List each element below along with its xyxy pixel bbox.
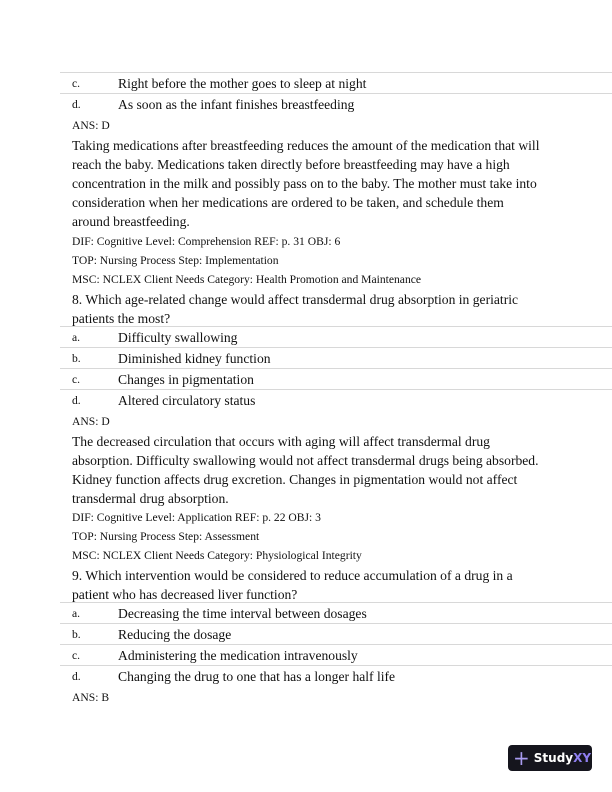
question-number: 9.: [72, 568, 83, 583]
logo-accent-text: XY: [573, 751, 592, 765]
msc: MSC: NCLEX Client Needs Category: Health Promotion and Maintenance: [72, 273, 422, 286]
answer: ANS: D: [72, 119, 110, 132]
option-row: [60, 602, 612, 624]
option-letter: a.: [72, 331, 81, 344]
logo-text: Study: [533, 751, 574, 765]
option-letter: b.: [72, 628, 81, 641]
stem-line: Which age-related change would affect transdermal drug absorption in geriatric: [85, 292, 519, 307]
option-text: Changing the drug to one that has a longer half life: [118, 669, 396, 684]
option-letter: d.: [72, 394, 81, 407]
rationale-line: reach the baby. Medications taken directly before breastfeeding may have a high: [72, 157, 510, 172]
option-letter: a.: [72, 607, 81, 620]
option-row: [60, 665, 612, 687]
option-row: [60, 347, 612, 369]
option-text: Reducing the dosage: [118, 627, 232, 642]
option-letter: b.: [72, 352, 81, 365]
option-text: Diminished kidney function: [118, 351, 271, 366]
difficulty: DIF: Cognitive Level: Application REF: p. 22 OBJ: 3: [72, 511, 321, 524]
rationale-line: around breastfeeding.: [72, 214, 190, 229]
rationale-line: Taking medications after breastfeeding reduces the amount of the medication that will: [72, 138, 540, 153]
answer: ANS: B: [72, 691, 110, 704]
option-letter: d.: [72, 670, 81, 683]
option-text: Changes in pigmentation: [118, 372, 254, 387]
option-text: Altered circulatory status: [118, 393, 256, 408]
difficulty: DIF: Cognitive Level: Comprehension REF: p. 31 OBJ: 6: [72, 235, 341, 248]
topic: TOP: Nursing Process Step: Assessment: [72, 530, 260, 543]
rationale-line: The decreased circulation that occurs with aging will affect transdermal drug: [72, 434, 490, 449]
option-text: Decreasing the time interval between dosages: [118, 606, 367, 621]
option-text: Difficulty swallowing: [118, 330, 238, 345]
answer: ANS: D: [72, 415, 110, 428]
option-row: [60, 644, 612, 666]
question-stem: [72, 566, 513, 585]
rationale-line: Kidney function affects drug excretion. Changes in pigmentation would not affect: [72, 472, 518, 487]
rationale-line: absorption. Difficulty swallowing would not affect transdermal drugs being absorbed.: [72, 453, 539, 468]
option-letter: d.: [72, 98, 81, 111]
rationale-line: concentration in the milk and possibly pass on to the baby. The mother must take into: [72, 176, 537, 191]
option-letter: c.: [72, 373, 81, 386]
stem-line: Which intervention would be considered to reduce accumulation of a drug in a: [85, 568, 513, 583]
option-row: [60, 93, 612, 115]
option-text: As soon as the infant finishes breastfeeding: [118, 97, 355, 112]
option-letter: c.: [72, 77, 81, 90]
plus-icon: +: [513, 746, 530, 770]
rationale-line: transdermal drug absorption.: [72, 491, 229, 506]
option-row: [60, 368, 612, 390]
stem-line: patient who has decreased liver function?: [72, 587, 298, 602]
studyxy-logo[interactable]: [508, 745, 592, 771]
question-number: 8.: [72, 292, 83, 307]
option-row: [60, 623, 612, 645]
topic: TOP: Nursing Process Step: Implementation: [72, 254, 279, 267]
option-text: Right before the mother goes to sleep at night: [118, 76, 367, 91]
rationale-line: consideration when her medications are ordered to be taken, and schedule them: [72, 195, 504, 210]
stem-line: patients the most?: [72, 311, 171, 326]
option-letter: c.: [72, 649, 81, 662]
msc: MSC: NCLEX Client Needs Category: Physiological Integrity: [72, 549, 362, 562]
question-stem: [72, 290, 518, 309]
option-row: [60, 389, 612, 411]
option-row: [60, 72, 612, 94]
option-text: Administering the medication intravenously: [118, 648, 358, 663]
option-row: [60, 326, 612, 348]
